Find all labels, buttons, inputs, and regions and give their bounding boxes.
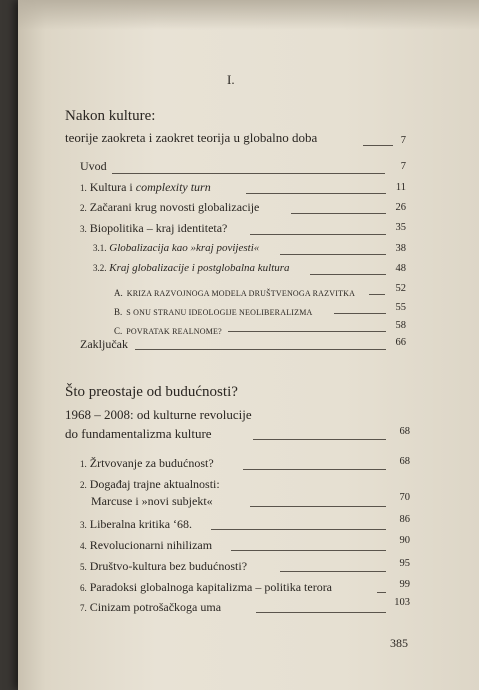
toc-entry (80, 456, 214, 471)
toc-entry-label: Žrtvovanje za budućnost? (89, 456, 214, 470)
toc-entry-label: KRIZA RAZVOJNOGA MODELA DRUŠTVENOGA RAZVITKA (126, 289, 356, 298)
toc-entry-number: 2. (80, 480, 87, 490)
toc-page: 52 (395, 283, 406, 294)
leader (291, 213, 386, 214)
section1-title: Nakon kulture: (65, 108, 156, 124)
toc-page: 11 (395, 182, 406, 193)
toc-entry-number: 7. (80, 603, 87, 613)
toc-entry-zakljucak: Zaključak (80, 337, 128, 351)
toc-page: 90 (399, 535, 410, 546)
toc-entry-label: Liberalna kritika ‘68. (89, 517, 193, 531)
leader (231, 550, 386, 551)
toc-page: 7 (400, 161, 406, 172)
toc-entry-number: B. (114, 307, 123, 317)
toc-entry-number: 1. (80, 459, 87, 469)
toc-entry (93, 262, 290, 274)
toc-entry (80, 538, 212, 553)
section2-title: Što preostaje od budućnosti? (65, 384, 238, 400)
toc-entry-label: S ONU STRANU IDEOLOGIJE NEOLIBERALIZMA (126, 308, 313, 317)
toc-page: 95 (399, 558, 410, 569)
toc-entry-label-italic: complexity turn (135, 180, 211, 194)
toc-entry (114, 302, 313, 320)
leader (250, 506, 386, 507)
leader (211, 529, 386, 530)
toc-page: 48 (395, 263, 406, 274)
toc-entry-number: 5. (80, 562, 87, 572)
section1-subtitle: teorije zaokreta i zaokret teorija u globalno doba (65, 130, 318, 145)
leader (250, 234, 386, 235)
toc-page: 103 (394, 597, 410, 608)
toc-entry-number: 6. (80, 583, 87, 593)
leader (243, 469, 386, 470)
toc-entry-number: A. (114, 288, 123, 298)
toc-entry-number: 2. (80, 203, 87, 213)
toc-entry-label: Začarani krug novosti globalizacije (89, 200, 260, 214)
toc-page: 26 (395, 202, 406, 213)
toc-entry-number: 3. (80, 224, 87, 234)
toc-entry (114, 321, 222, 339)
toc-entry-label: Događaj trajne aktualnosti: (89, 477, 220, 491)
toc-entry-label-continued: Marcuse i »novi subjekt« (91, 494, 213, 508)
leader (256, 612, 386, 613)
toc-entry-label: Biopolitika – kraj identiteta? (89, 221, 228, 235)
toc-entry-label-italic: Globalizacija kao »kraj povijesti« (109, 242, 260, 254)
toc-entry-label-italic: Kraj globalizacije i postglobalna kultura (109, 262, 290, 274)
section2-subtitle-line2: do fundamentalizma kulture (65, 426, 212, 441)
leader (310, 274, 386, 275)
toc-entry (80, 180, 211, 195)
toc-entry (80, 580, 332, 595)
section2-subtitle-line1: 1968 – 2008: od kulturne revolucije (65, 407, 252, 422)
leader (377, 592, 386, 593)
toc-entry-uvod: Uvod (80, 159, 107, 173)
toc-entry (93, 242, 259, 254)
leader (246, 193, 386, 194)
toc-entry (80, 200, 259, 215)
leader (334, 313, 386, 314)
toc-entry-label: Kultura i (89, 180, 136, 194)
toc-entry-number: 3.2. (93, 263, 107, 273)
toc-page: 58 (395, 320, 406, 331)
leader (280, 254, 386, 255)
toc-entry (114, 283, 355, 301)
toc-page: 86 (399, 514, 410, 525)
toc-entry-number: 3.1. (93, 243, 107, 253)
section1-subtitle-page: 7 (400, 135, 406, 146)
book-page (18, 0, 479, 690)
toc-page: 55 (395, 302, 406, 313)
leader (112, 173, 385, 174)
toc-entry (80, 477, 220, 492)
leader (253, 439, 386, 440)
toc-page: 70 (399, 492, 410, 503)
toc-entry (80, 559, 247, 574)
toc-entry-label: POVRATAK REALNOME? (126, 327, 222, 336)
toc-page: 99 (399, 579, 410, 590)
toc-entry-label: Društvo-kultura bez budućnosti? (89, 559, 248, 573)
leader (369, 294, 385, 295)
toc-entry-label: Revolucionarni nihilizam (89, 538, 213, 552)
toc-page: 66 (395, 337, 406, 348)
section2-subtitle-page: 68 (399, 426, 410, 437)
part-number: I. (227, 72, 235, 87)
toc-entry-number: 1. (80, 183, 87, 193)
toc-entry-number: 3. (80, 520, 87, 530)
toc-page: 68 (399, 456, 410, 467)
toc-entry (80, 600, 221, 615)
page-folio: 385 (390, 636, 408, 650)
toc-entry (80, 517, 192, 532)
toc-entry (80, 221, 227, 236)
toc-entry-number: C. (114, 326, 123, 336)
toc-entry-number: 4. (80, 541, 87, 551)
toc-page: 38 (395, 243, 406, 254)
leader (228, 331, 386, 332)
leader (135, 349, 386, 350)
leader (280, 571, 386, 572)
toc-entry-label: Paradoksi globalnoga kapitalizma – politika terora (89, 580, 333, 594)
toc-page: 35 (395, 222, 406, 233)
toc-entry-label: Cinizam potrošačkoga uma (89, 600, 222, 614)
